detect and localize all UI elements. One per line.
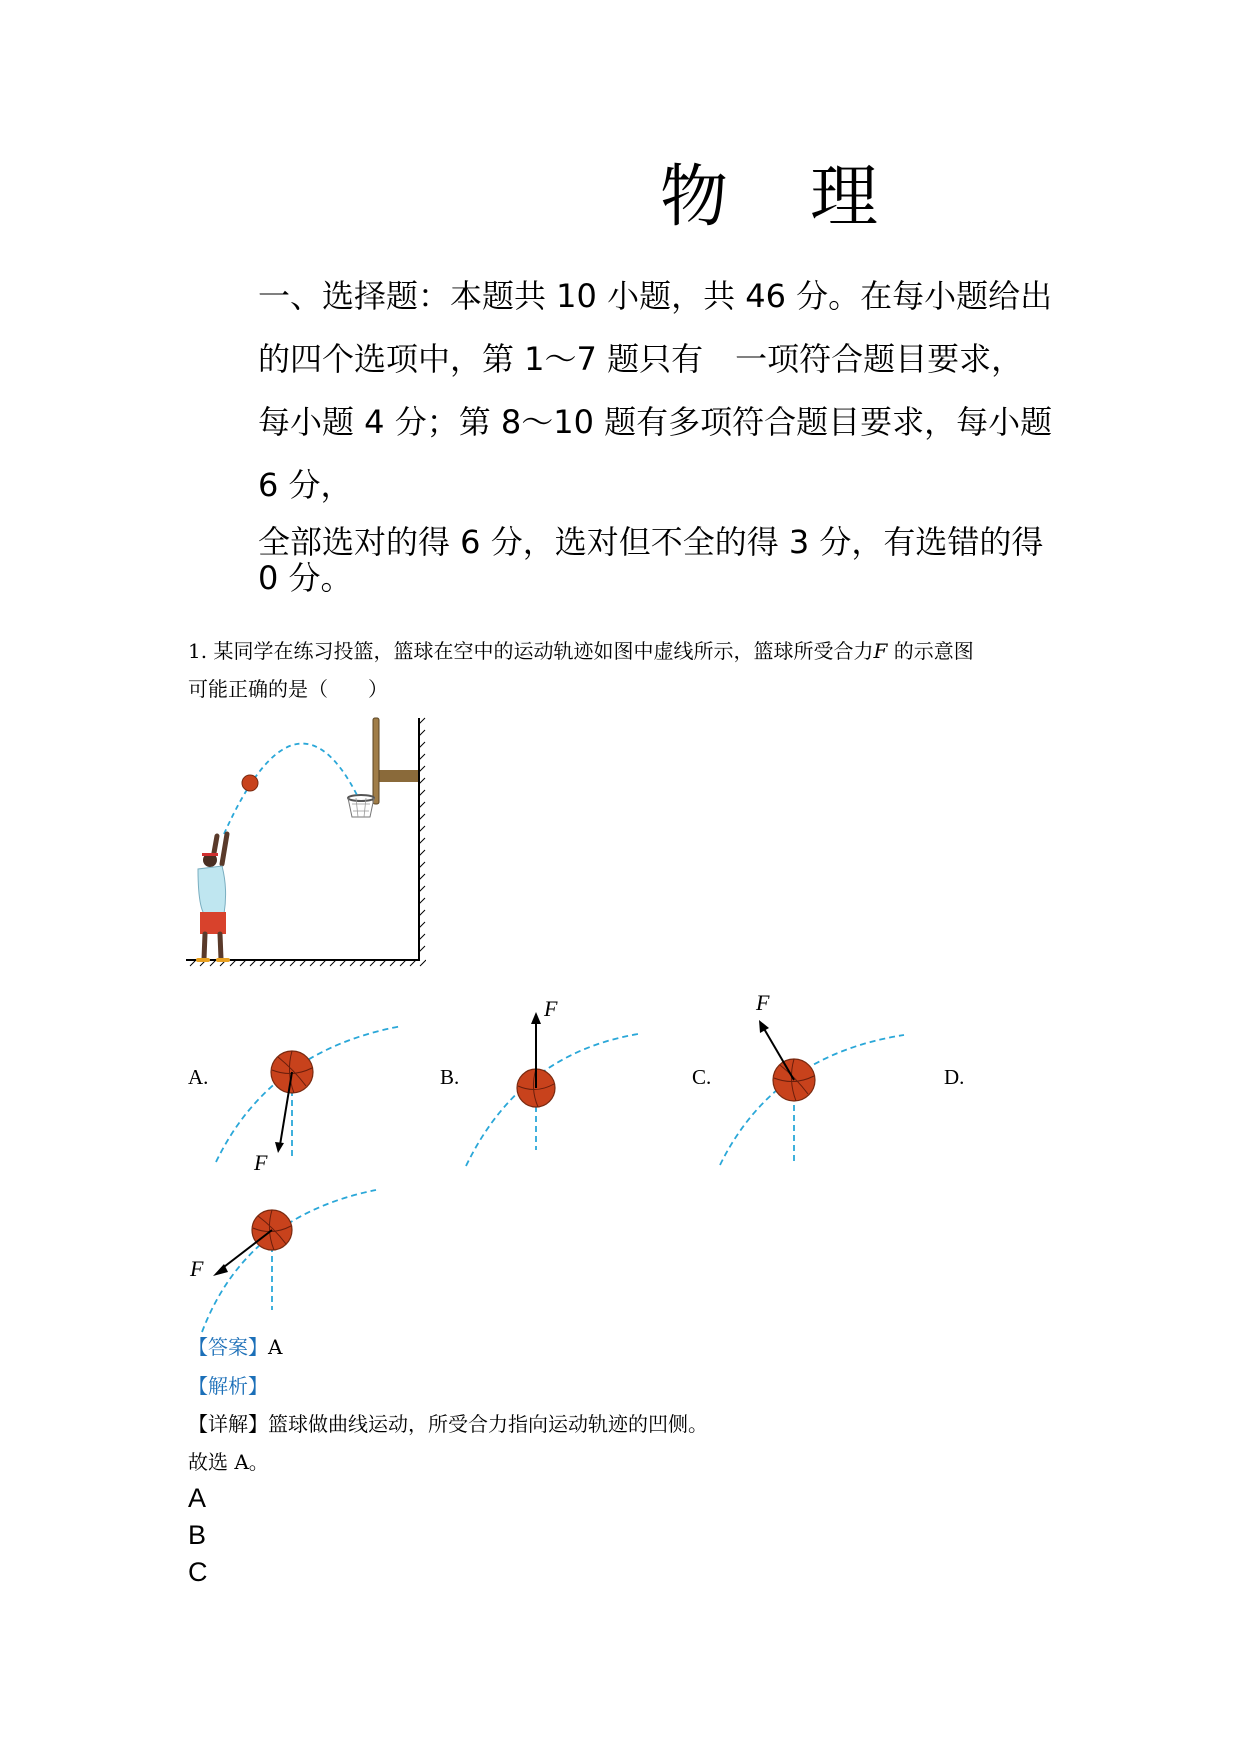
backboard — [373, 718, 379, 804]
section-line-5: 全部选对的得 6 分，选对但不全的得 3 分，有选错的得 — [258, 523, 1044, 561]
title-char-2: 理 — [810, 158, 881, 237]
trajectory-curve-a — [216, 1026, 402, 1162]
option-a-diagram — [210, 1020, 410, 1170]
section-line-1: 一、选择题：本题共 10 小题，共 46 分。在每小题给出 — [258, 277, 1053, 315]
player-figure — [198, 834, 228, 960]
answer-line — [188, 1333, 282, 1361]
option-a-label: A. — [188, 1065, 209, 1089]
ball — [242, 775, 258, 791]
force-label-b: F — [544, 996, 558, 1021]
analysis-tag: 【解析】 — [188, 1374, 268, 1398]
section-line-6: 0 分。 — [258, 559, 353, 597]
extra-option-a: A — [188, 1483, 207, 1513]
question-line-2: 可能正确的是（ ） — [188, 677, 388, 701]
extra-option-c: C — [188, 1557, 208, 1587]
answer-tag: 【答案】 — [188, 1335, 268, 1359]
title-char-1: 物 — [659, 158, 730, 237]
force-label-d: F — [190, 1256, 204, 1281]
hoop-rim — [348, 795, 374, 801]
conclusion-line: 故选 A。 — [188, 1450, 269, 1474]
backboard-bracket — [374, 770, 418, 782]
option-b-label: B. — [440, 1065, 460, 1089]
option-c-diagram — [714, 985, 914, 1170]
option-c-label: C. — [692, 1065, 712, 1089]
trajectory-curve-b — [466, 1034, 638, 1166]
force-label-c: F — [756, 990, 770, 1015]
option-d-diagram — [186, 1186, 386, 1336]
question-line-1: 1. 某同学在练习投篮，篮球在空中的运动轨迹如图中虚线所示，篮球所受合力F 的示意图 — [188, 639, 974, 663]
force-arrow-d — [220, 1230, 272, 1270]
answer-value: A — [268, 1335, 283, 1359]
option-d-label: D. — [944, 1065, 965, 1089]
section-line-3: 每小题 4 分；第 8～10 题有多项符合题目要求，每小题 — [258, 403, 1053, 441]
detail-text: 篮球做曲线运动，所受合力指向运动轨迹的凹侧。 — [268, 1412, 708, 1436]
force-symbol: F — [873, 639, 888, 663]
section-line-4: 6 分， — [258, 466, 353, 504]
detail-line — [188, 1410, 708, 1438]
option-b-diagram — [460, 990, 660, 1170]
basketball-scene-figure — [186, 714, 426, 976]
trajectory-curve-d — [202, 1190, 376, 1332]
force-label-a: F — [254, 1150, 268, 1170]
extra-option-b: B — [188, 1520, 207, 1550]
detail-tag: 【详解】 — [188, 1412, 268, 1436]
section-line-2: 的四个选项中，第 1～7 题只有 一项符合题目要求， — [258, 340, 1024, 378]
trajectory-curve-c — [720, 1035, 904, 1165]
page-title — [0, 158, 1240, 238]
